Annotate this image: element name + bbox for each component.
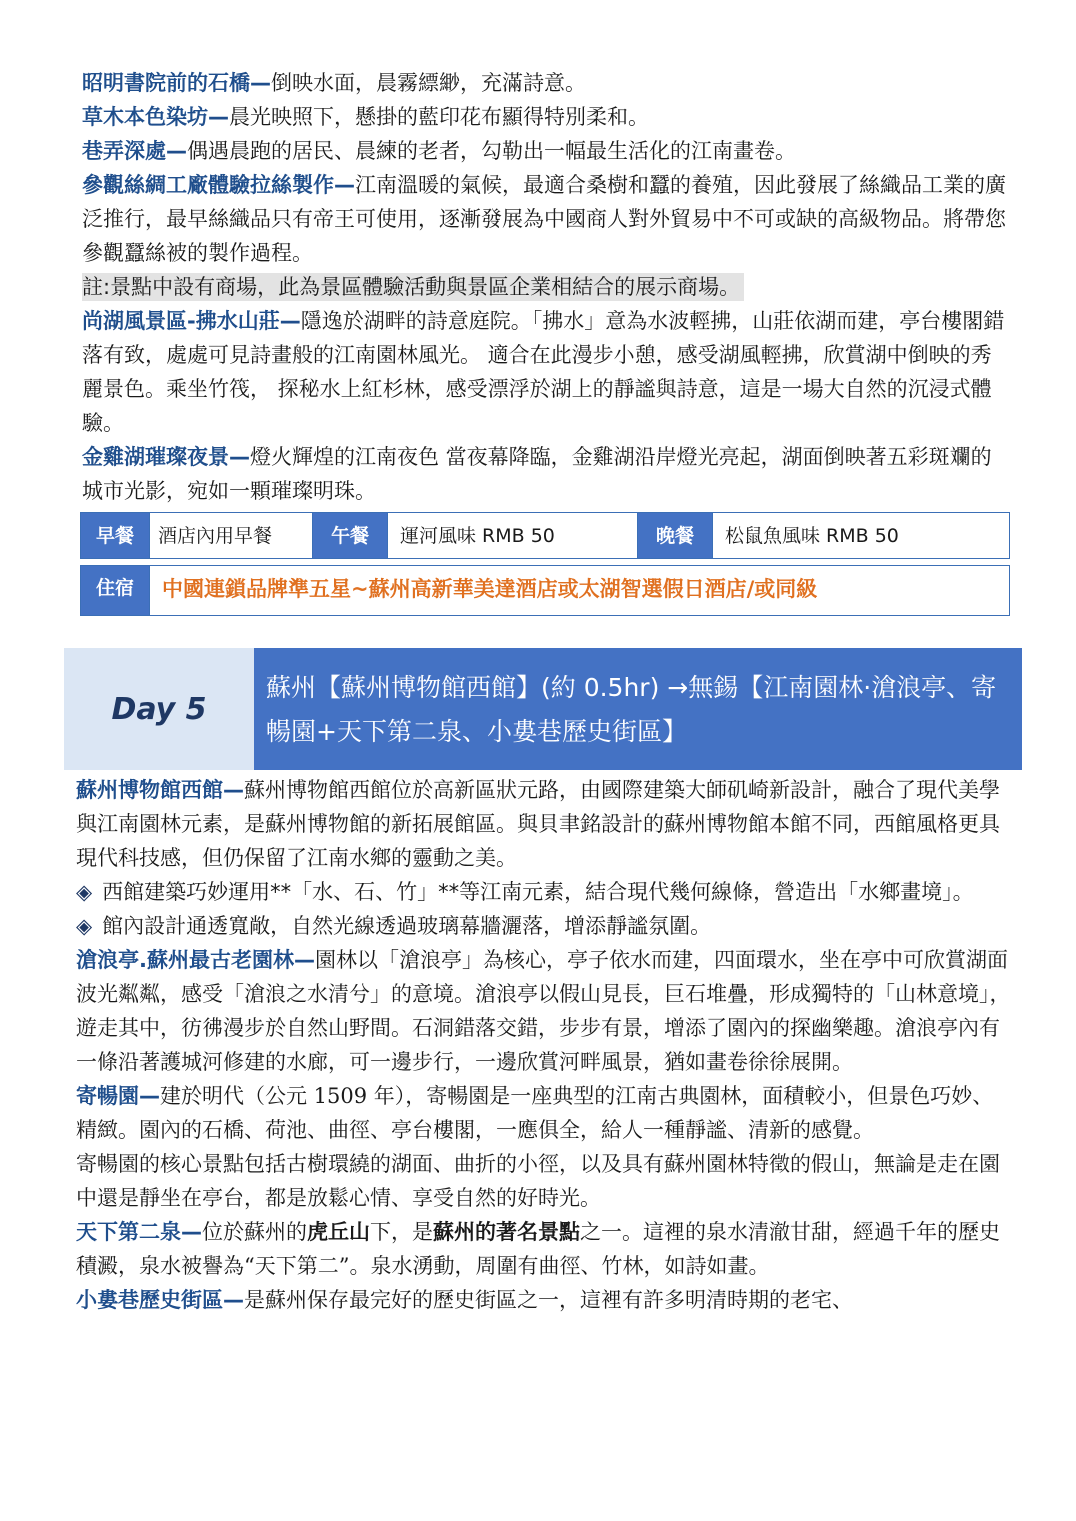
paragraph-canglang	[76, 943, 1014, 1079]
text-museum: 蘇州博物館西館位於高新區狀元路，由國際建築大師矶崎新設計，融合了現代美學與江南園林元素，是蘇州博物館的新拓展館區。與貝聿銘設計的蘇州博物館本館不同，西館風格更具現代科技感，但仍保留了江南水鄉的靈動之美。	[76, 778, 1000, 870]
text-louxiang: 是蘇州保存最完好的歷史街區之一，這裡有許多明清時期的老宅、	[244, 1288, 853, 1312]
text-silk-factory: 江南溫暖的氣候，最適合桑樹和蠶的養殖，因此發展了絲織品工業的廣泛推行，最早絲織品只有帝王可使用，逐漸發展為中國商人對外貿易中不可或缺的高級物品。將帶您參觀蠶絲被的製作過程。	[82, 173, 1006, 265]
section1	[82, 66, 1012, 508]
paragraph-alley	[82, 134, 1012, 168]
paragraph-museum	[76, 773, 1014, 875]
paragraph-jinji-lake	[82, 440, 1012, 508]
text-stone-bridge: 倒映水面，晨霧縹緲，充滿詩意。	[271, 71, 586, 95]
text-quan-1: 位於蘇州的	[202, 1220, 307, 1244]
breakfast-value: 酒店內用早餐	[150, 513, 313, 559]
heading-alley: 巷弄深處—	[82, 139, 187, 163]
paragraph-shanghu	[82, 304, 1012, 440]
dinner-value: 松鼠魚風味 RMB 50	[713, 513, 1010, 559]
heading-stone-bridge: 昭明書院前的石橋—	[82, 71, 271, 95]
breakfast-label: 早餐	[81, 513, 150, 559]
heading-dye-house: 草木本色染坊—	[82, 105, 229, 129]
text-shanghu: 隱逸於湖畔的詩意庭院。「拂水」意為水波輕拂，山莊依湖而建，亭台樓閣錯落有致，處處可見詩畫般的江南園林風光。 適合在此漫步小憩，感受湖風輕拂，欣賞湖中倒映的秀麗景色。乘坐竹筏， 探秘水上紅杉林，感受漂浮於湖上的靜謐與詩意，這是一場大自然的沉浸式體驗。	[82, 309, 1005, 435]
heading-museum: 蘇州博物館西館—	[76, 778, 244, 802]
museum-bullet-text-2: 館內設計通透寬敞，自然光線透過玻璃幕牆灑落，增添靜謐氛圍。	[102, 914, 712, 938]
text-quan-2: 下，是	[370, 1220, 433, 1244]
day-label: Day 5	[64, 648, 254, 770]
paragraph-jichang-2: 寄暢園的核心景點包括古樹環繞的湖面、曲折的小徑，以及具有蘇州園林特徵的假山，無論是走在園中還是靜坐在亭台，都是放鬆心情、享受自然的好時光。	[76, 1152, 1000, 1210]
heading-silk-factory: 參觀絲綢工廠體驗拉絲製作—	[82, 173, 355, 197]
dinner-label: 晚餐	[638, 513, 713, 559]
heading-quan: 天下第二泉—	[76, 1220, 202, 1244]
text-dye-house: 晨光映照下，懸掛的藍印花布顯得特別柔和。	[229, 105, 649, 129]
bold-huqiu: 虎丘山	[307, 1219, 370, 1244]
museum-bullet-2	[76, 909, 1014, 943]
paragraph-silk-factory	[82, 168, 1012, 270]
museum-bullet-1	[76, 875, 1014, 909]
heading-louxiang: 小婁巷歷史街區—	[76, 1288, 244, 1312]
heading-canglang: 滄浪亭.蘇州最古老園林—	[76, 948, 315, 972]
text-jichang: 建於明代（公元 1509 年），寄暢園是一座典型的江南古典園林，面積較小，但景色巧妙、精緻。園內的石橋、荷池、曲徑、亭台樓閣，一應俱全，給人一種靜謐、清新的感覺。	[76, 1084, 994, 1142]
stay-value: 中國連鎖品牌準五星~蘇州高新華美達酒店或太湖智選假日酒店/或同級	[150, 566, 1010, 616]
text-quan-3: 之一。這裡的泉水清澈甘甜，經過千年的歷史積澱，泉水被譽為“天下第二”。泉水湧動，周圍有曲徑、竹林，如詩如畫。	[76, 1220, 1000, 1278]
paragraph-louxiang	[76, 1283, 1014, 1317]
note-line	[82, 270, 1012, 304]
stay-table	[80, 565, 1010, 616]
day-title: 蘇州【蘇州博物館西館】(約 0.5hr) →無錫【江南園林·滄浪亭、寄暢園+天下第二泉、小婁巷歷史街區】	[254, 648, 1022, 770]
museum-bullet-text-1: 西館建築巧妙運用**「水、石、竹」**等江南元素，結合現代幾何線條，營造出「水鄉畫境」。	[102, 880, 974, 904]
lunch-value: 運河風味 RMB 50	[388, 513, 638, 559]
diamond-bullet-icon: ◈	[76, 880, 93, 904]
heading-jichang: 寄暢園—	[76, 1084, 160, 1108]
paragraph-dye-house	[82, 100, 1012, 134]
bold-famous: 蘇州的著名景點	[433, 1219, 580, 1244]
diamond-bullet-icon: ◈	[76, 914, 93, 938]
paragraph-stone-bridge	[82, 66, 1012, 100]
day-header	[64, 648, 1022, 770]
heading-shanghu: 尚湖風景區-拂水山莊—	[82, 309, 301, 333]
serif-section	[76, 943, 1014, 1317]
section-day5	[76, 773, 1014, 1317]
lunch-label: 午餐	[313, 513, 388, 559]
text-alley: 偶遇晨跑的居民、晨練的老者，勾勒出一幅最生活化的江南畫卷。	[187, 139, 796, 163]
text-jinji-lake: 燈火輝煌的江南夜色 當夜幕降臨，金雞湖沿岸燈光亮起，湖面倒映著五彩斑斕的城市光影，宛如一顆璀璨明珠。	[82, 445, 992, 503]
text-canglang: 園林以「滄浪亭」為核心，亭子依水而建，四面環水，坐在亭中可欣賞湖面波光粼粼，感受「滄浪之水清兮」的意境。滄浪亭以假山見長，巨石堆疊，形成獨特的「山林意境」，遊走其中，彷彿漫步於自然山野間。石洞錯落交錯，步步有景，增添了園內的探幽樂趣。滄浪亭內有一條沿著護城河修建的水廊，可一邊步行，一邊欣賞河畔風景，猶如畫卷徐徐展開。	[76, 948, 1011, 1074]
paragraph-quan	[76, 1215, 1014, 1283]
shop-note: 註:景點中設有商場，此為景區體驗活動與景區企業相結合的展示商場。	[82, 273, 744, 301]
meals-table	[80, 512, 1010, 559]
heading-jinji-lake: 金雞湖璀璨夜景—	[82, 445, 250, 469]
stay-label: 住宿	[81, 566, 150, 616]
paragraph-jichang	[76, 1079, 1014, 1147]
